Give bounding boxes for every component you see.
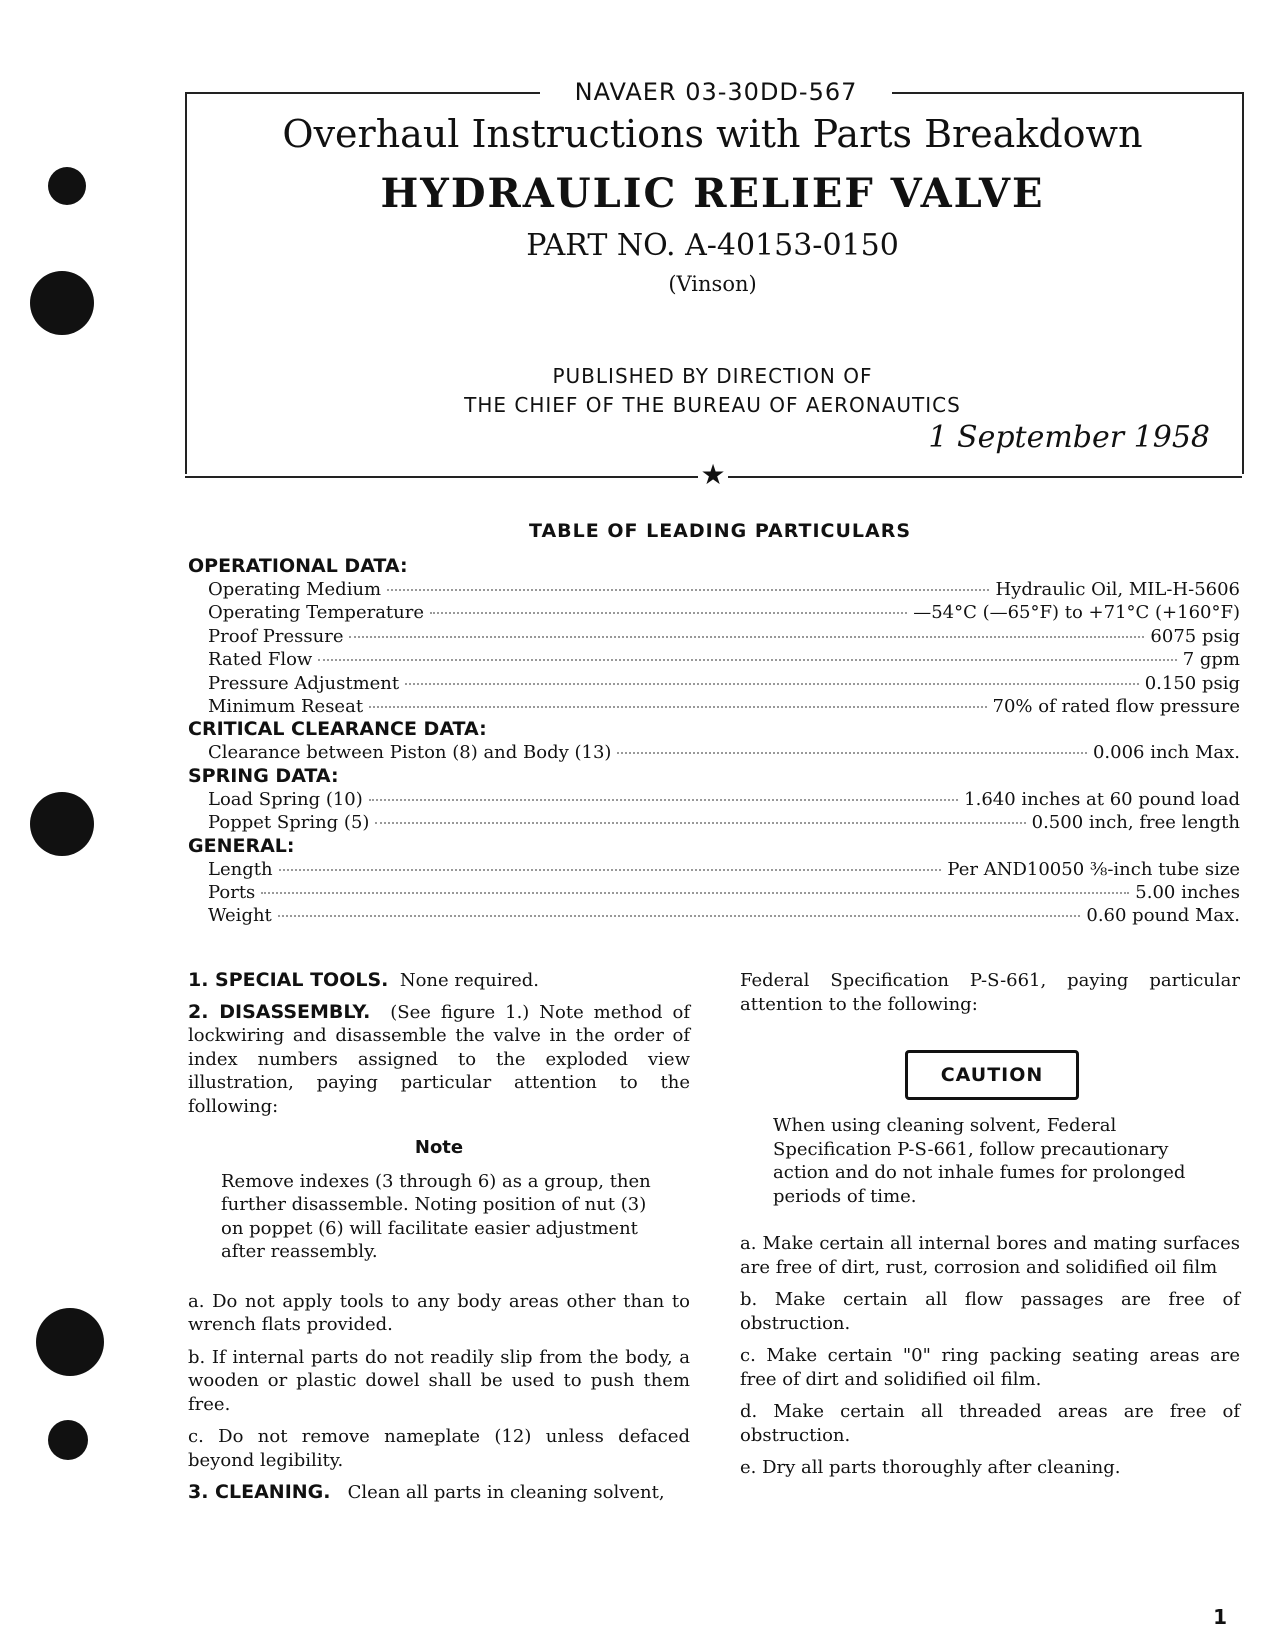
particulars-row — [188, 625, 1240, 648]
particulars-value: 0.150 psig — [1144, 672, 1240, 694]
particulars-label: Proof Pressure — [208, 625, 344, 647]
section-heading: CRITICAL CLEARANCE DATA: — [188, 718, 487, 741]
particulars-row — [188, 858, 1240, 881]
particulars-row — [188, 648, 1240, 671]
particulars-value: 7 gpm — [1182, 649, 1240, 671]
dot-leader — [369, 706, 986, 708]
particulars-row — [188, 741, 1240, 764]
dot-leader — [278, 915, 1081, 917]
dot-leader — [375, 822, 1025, 824]
particulars-row — [188, 578, 1240, 601]
section-heading: GENERAL: — [188, 834, 295, 857]
particulars-row — [188, 904, 1240, 927]
caution-box: CAUTION — [905, 1050, 1079, 1100]
disassembly-text: (See figure 1.) Note method of lockwiring and disassemble the valve in the order of index numbers assigned to the exploded view illustration, paying particular attention to the following: — [188, 1001, 690, 1117]
page-number: 1 — [1213, 1605, 1227, 1629]
particulars-row — [188, 811, 1240, 834]
particulars-label: Load Spring (10) — [208, 788, 363, 810]
published-line-2: THE CHIEF OF THE BUREAU OF AERONAUTICS — [464, 393, 961, 417]
special-tools-heading: 1. SPECIAL TOOLS. — [188, 969, 389, 991]
document-title: Overhaul Instructions with Parts Breakdown — [282, 112, 1143, 156]
dot-leader — [387, 589, 989, 591]
disassembly-item-c: c. Do not remove nameplate (12) unless defaced beyond legibility. — [188, 1426, 690, 1471]
section-heading: OPERATIONAL DATA: — [188, 555, 408, 577]
binder-hole-2 — [30, 271, 94, 335]
leading-particulars-title: TABLE OF LEADING PARTICULARS — [528, 520, 912, 542]
particulars-label: Operating Medium — [208, 579, 382, 600]
particulars-value: Per AND10050 ⅜-inch tube size — [947, 858, 1240, 880]
publication-date: 1 September 1958 — [928, 420, 1210, 455]
document-subject: HYDRAULIC RELIEF VALVE — [380, 170, 1045, 217]
particulars-value: 0.006 inch Max. — [1092, 742, 1240, 764]
dot-leader — [261, 892, 1129, 894]
particulars-row — [188, 695, 1240, 718]
particulars-row — [188, 788, 1240, 811]
particulars-value: 1.640 inches at 60 pound load — [964, 788, 1240, 810]
dot-leader — [369, 799, 958, 801]
right-column-lower — [740, 1114, 1240, 1489]
cleaning-item-b: b. Make certain all flow passages are free of obstruction. — [740, 1289, 1240, 1334]
particulars-row — [188, 601, 1240, 624]
binder-hole-1 — [48, 167, 86, 205]
cleaning-continued-text: Federal Specification P-S-661, paying particular attention to the following: — [740, 970, 1240, 1015]
particulars-value: 70% of rated flow pressure — [992, 695, 1240, 717]
particulars-label: Poppet Spring (5) — [208, 812, 370, 834]
particulars-value: 5.00 inches — [1135, 881, 1240, 903]
cleaning-item-c: c. Make certain "0" ring packing seating areas are free of dirt and solidified oil film. — [740, 1345, 1240, 1390]
cleaning-item-d: d. Make certain all threaded areas are free of obstruction. — [740, 1401, 1240, 1446]
left-column — [188, 969, 690, 1514]
particulars-label: Ports — [208, 881, 256, 903]
particulars-label: Rated Flow — [208, 649, 313, 671]
note-text: Remove indexes (3 through 6) as a group, then further disassemble. Noting position of nut (3) on poppet (6) will facilitate easier adjustment after reassembly. — [221, 1170, 651, 1262]
particulars-label: Pressure Adjustment — [208, 672, 400, 694]
star-icon: ★ — [698, 458, 728, 492]
cleaning-heading: 3. CLEANING. — [188, 1481, 331, 1503]
cleaning-text: Clean all parts in cleaning solvent, — [347, 1482, 665, 1503]
caution-text: When using cleaning solvent, Federal Specification P-S-661, follow precautionary action and do not inhale fumes for prolonged periods of time. — [773, 1115, 1186, 1207]
section-heading: SPRING DATA: — [188, 764, 339, 787]
particulars-value: Hydraulic Oil, MIL-H-5606 — [995, 579, 1240, 600]
part-number: PART NO. A-40153-0150 — [526, 228, 899, 263]
note-heading: Note — [414, 1137, 464, 1158]
disassembly-item-a: a. Do not apply tools to any body areas other than to wrench flats provided. — [188, 1290, 690, 1335]
particulars-label: Length — [208, 858, 273, 880]
dot-leader — [318, 659, 1176, 661]
particulars-value: 0.60 pound Max. — [1086, 905, 1240, 927]
disassembly-item-b: b. If internal parts do not readily slip from the body, a wooden or plastic dowel shall be used to push them free. — [188, 1346, 690, 1415]
dot-leader — [617, 752, 1087, 754]
binder-hole-4 — [36, 1308, 104, 1376]
particulars-value: —54°C (—65°F) to +71°C (+160°F) — [913, 602, 1240, 624]
cleaning-item-a: a. Make certain all internal bores and mating surfaces are free of dirt, rust, corrosion and solidified oil film — [740, 1233, 1240, 1278]
dot-leader — [430, 612, 907, 614]
right-column — [740, 969, 1240, 1025]
disassembly-heading: 2. DISASSEMBLY. — [188, 1000, 371, 1023]
binder-hole-3 — [30, 792, 94, 856]
particulars-value: 0.500 inch, free length — [1031, 812, 1240, 834]
dot-leader — [405, 683, 1139, 685]
particulars-label: Operating Temperature — [208, 602, 425, 624]
cleaning-item-e: e. Dry all parts thoroughly after cleaning. — [740, 1457, 1121, 1478]
particulars-row — [188, 881, 1240, 904]
particulars-label: Minimum Reseat — [208, 695, 364, 717]
particulars-label: Weight — [208, 905, 272, 927]
binder-hole-5 — [48, 1420, 88, 1460]
dot-leader — [279, 869, 942, 871]
published-line-1: PUBLISHED BY DIRECTION OF — [552, 364, 873, 388]
particulars-row — [188, 672, 1240, 695]
special-tools-text: None required. — [399, 970, 539, 991]
leading-particulars-table — [188, 555, 1240, 928]
particulars-label: Clearance between Piston (8) and Body (13) — [208, 742, 612, 764]
manufacturer: (Vinson) — [668, 272, 757, 296]
dot-leader — [349, 636, 1144, 638]
particulars-value: 6075 psig — [1150, 625, 1240, 647]
document-number: NAVAER 03-30DD-567 — [574, 78, 858, 106]
